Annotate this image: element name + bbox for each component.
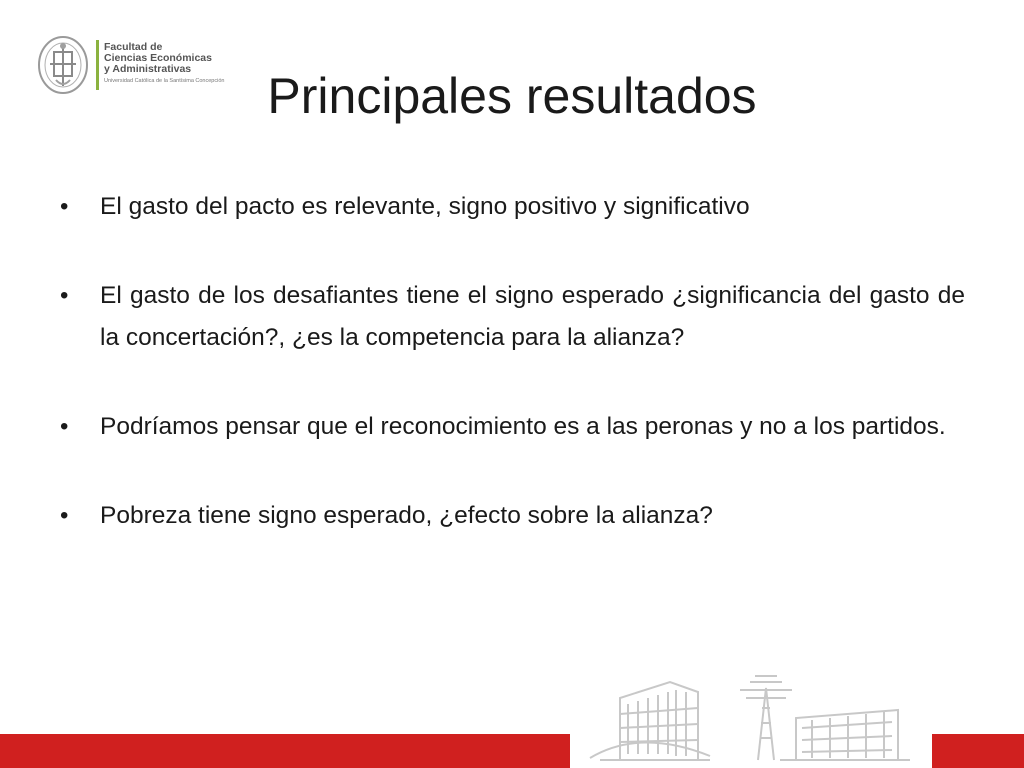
bullet-list — [60, 186, 965, 537]
logo-subline: Universidad Católica de la Santísima Concepción — [104, 78, 225, 84]
campus-buildings-icon — [580, 668, 920, 768]
bullet-text: El gasto de los desafiantes tiene el signo esperado ¿significancia del gasto de la concertación?, ¿es la competencia para la alianza? — [100, 282, 965, 351]
bullet-dot-icon: • — [60, 413, 69, 440]
bullet-item — [60, 495, 965, 537]
bullet-item — [60, 275, 965, 359]
footer-bar-left — [0, 734, 570, 768]
bullet-dot-icon: • — [60, 282, 69, 309]
bullet-dot-icon: • — [60, 193, 69, 220]
bullet-text: Podríamos pensar que el reconocimiento es a las peronas y no a los partidos. — [100, 413, 946, 440]
bullet-text: Pobreza tiene signo esperado, ¿efecto sobre la alianza? — [100, 502, 713, 529]
logo-line-3: y Administrativas — [104, 63, 192, 75]
bullet-item — [60, 186, 965, 228]
bullet-dot-icon: • — [60, 502, 69, 529]
footer-bar-right — [932, 734, 1024, 768]
bullet-text: El gasto del pacto es relevante, signo positivo y significativo — [100, 193, 750, 220]
bullet-item — [60, 406, 965, 448]
logo-line-2: Ciencias Económicas — [104, 52, 212, 64]
slide-title: Principales resultados — [267, 68, 757, 124]
logo-line-1: Facultad de — [104, 41, 163, 53]
